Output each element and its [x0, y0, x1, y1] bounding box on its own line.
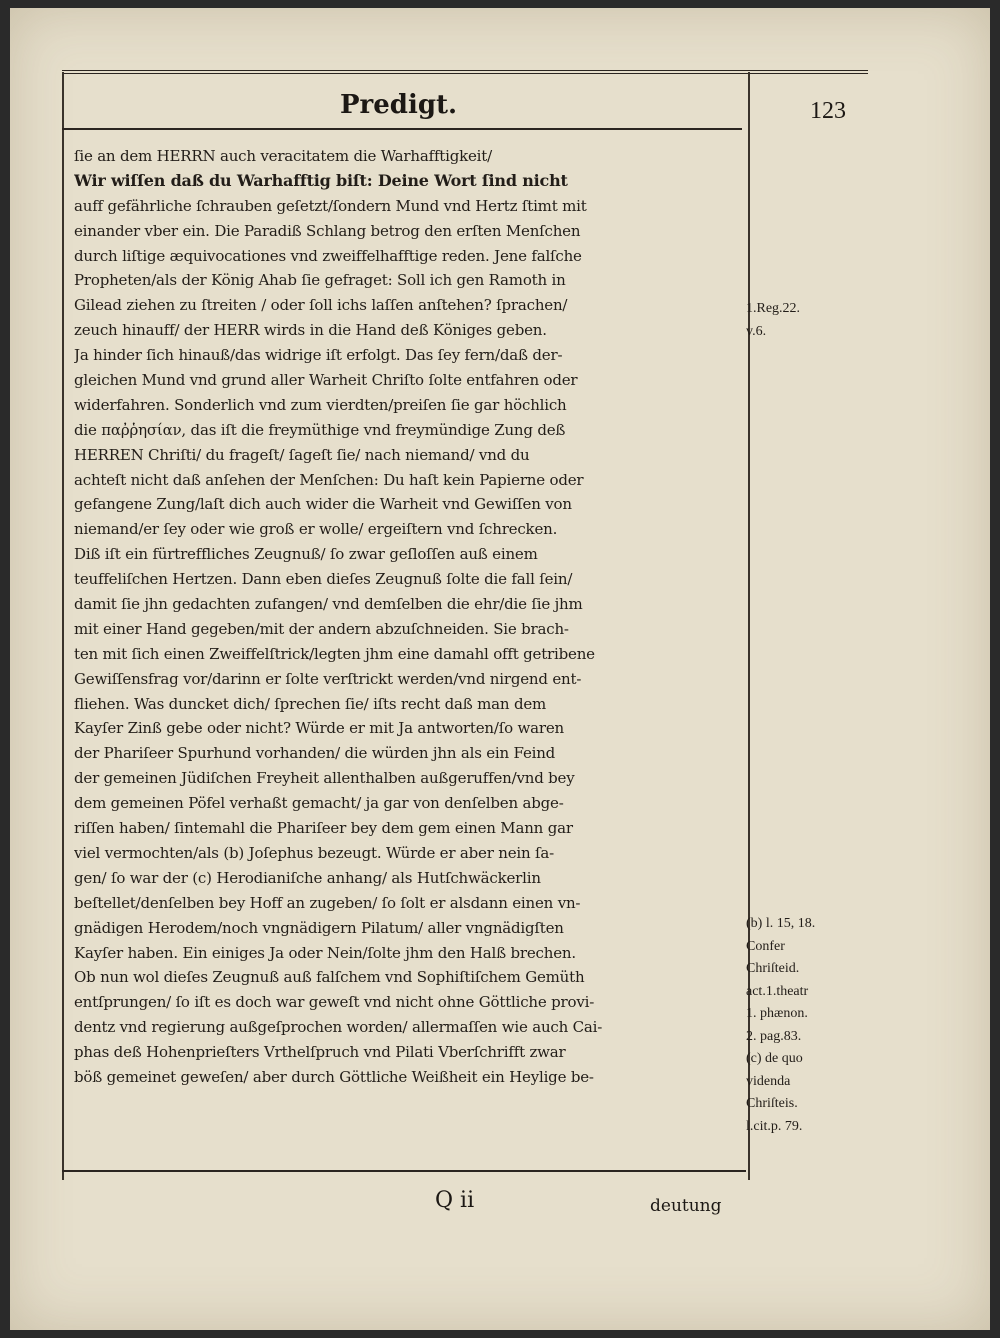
catchword: deutung — [650, 1196, 722, 1216]
text-line: Kayſer haben. Ein einiges Ja oder Nein/ſolte jhm den Halß brechen. — [74, 943, 576, 962]
margin-note-line: (c) de quo — [746, 1051, 803, 1066]
margin-note-line: Confer — [746, 938, 785, 954]
text-line: teuffeliſchen Hertzen. Dann eben dieſes Zeugnuß ſolte die fall ſein/ — [74, 570, 573, 589]
margin-note-line: 2. pag.83. — [746, 1028, 802, 1044]
margin-note-line: v.6. — [746, 323, 767, 339]
page-number: 123 — [810, 98, 846, 124]
text-line: viel vermochten/als (b) Joſephus bezeugt. Würde er aber nein ſa- — [74, 843, 554, 862]
text-line: der Phariſeer Spurhund vorhanden/ die würden jhn als ein Feind — [74, 744, 556, 763]
margin-note-line: Chriſteid. — [746, 961, 800, 976]
text-line: riſſen haben/ ſintemahl die Phariſeer bey dem gem einen Mann gar — [74, 819, 573, 838]
text-line: achteſt nicht daß anſehen der Menſchen: Du haſt kein Papierne oder — [74, 470, 584, 489]
text-line: fliehen. Was duncket dich/ ſprechen ſie/ iſts recht daß man dem — [74, 694, 547, 713]
text-line: der gemeinen Jüdiſchen Freyheit allenthalben außgeruffen/vnd bey — [74, 769, 575, 788]
book-page — [10, 8, 990, 1330]
text-line: widerfahren. Sonderlich vnd zum vierdten/preiſen ſie gar höchlich — [74, 395, 567, 414]
text-line: HERREN Chriſti/ du frageſt/ ſageſt ſie/ nach niemand/ vnd du — [74, 445, 530, 464]
text-line: gnädigen Herodem/noch vngnädigern Pilatum/ aller vngnädigſten — [74, 918, 564, 937]
text-line: Ja hinder ſich hinauß/das widrige iſt erfolgt. Das ſey fern/daß der- — [74, 346, 563, 365]
text-line: gen/ ſo war der (c) Herodianiſche anhang/ als Hutſchwäckerlin — [74, 868, 541, 887]
text-line: Gilead ziehen zu ſtreiten / oder ſoll ichs laſſen anſtehen? ſprachen/ — [74, 296, 568, 315]
text-line: Propheten/als der König Ahab ſie gefraget: Soll ich gen Ramoth in — [74, 271, 566, 290]
margin-note-line: 1. phænon. — [746, 1006, 808, 1021]
text-line: ſie an dem HERRN auch veracitatem die Warhafftigkeit/ — [74, 147, 492, 165]
margin-note-line: 1.Reg.22. — [746, 301, 801, 316]
text-line: zeuch hinauff/ der HERR wirds in die Hand deß Königes geben. — [74, 321, 547, 340]
text-line: Ob nun wol dieſes Zeugnuß auß falſchem vnd Sophiſtiſchem Gemüth — [74, 968, 585, 987]
bottom-rule — [62, 1170, 746, 1172]
text-line: gefangene Zung/laſt dich auch wider die Warheit vnd Gewiſſen von — [74, 495, 572, 514]
margin-note-line: (b) l. 15, 18. — [746, 916, 816, 931]
margin-note-reference — [746, 298, 846, 343]
running-head: Predigt. — [340, 90, 458, 120]
body-text — [74, 144, 734, 1090]
text-line: Kayſer Zinß gebe oder nicht? Würde er mit Ja antworten/ſo waren — [74, 719, 564, 738]
text-line: die παῤῥησίαν, das iſt die freymüthige vnd freymündige Zung deß — [74, 420, 566, 439]
text-line: phas deß Hohenprieſters Vrthelſpruch vnd Pilati Vberſchrifft zwar — [74, 1043, 566, 1062]
text-line: Wir wiſſen daß du Warhafftig biſt: Deine Wort ſind nicht — [74, 170, 568, 190]
margin-note-line: act.1.theatr — [746, 983, 809, 999]
margin-note-citations — [746, 913, 856, 1138]
text-line: auff gefährliche ſchrauben geſetzt/ſondern Mund vnd Hertz ſtimt mit — [74, 196, 587, 215]
text-line: Gewiſſensfrag vor/darinn er ſolte verſtrickt werden/vnd nirgend ent- — [74, 669, 582, 688]
text-line: gleichen Mund vnd grund aller Warheit Chriſto ſolte entfahren oder — [74, 371, 578, 390]
text-line: ten mit ſich einen Zweiffelſtrick/legten jhm eine damahl offt getribene — [74, 644, 595, 663]
margin-note-line: l.cit.p. 79. — [746, 1118, 803, 1134]
signature-mark: Q ii — [435, 1188, 475, 1213]
text-line: böß gemeinet geweſen/ aber durch Göttliche Weißheit ein Heylige be- — [74, 1067, 594, 1086]
text-line: dem gemeinen Pöfel verhaßt gemacht/ ja gar von denſelben abge- — [74, 794, 564, 813]
text-line: damit ſie jhn gedachten zufangen/ vnd demſelben die ehr/die ſie jhm — [74, 595, 583, 614]
text-line: durch liſtige æquivocationes vnd zweiffelhafftige reden. Jene falſche — [74, 246, 582, 265]
header-rule — [62, 128, 742, 130]
text-line: niemand/er ſey oder wie groß er wolle/ ergeiſtern vnd ſchrecken. — [74, 520, 558, 539]
text-line: dentz vnd regierung außgeſprochen worden/ allermaſſen wie auch Cai- — [74, 1018, 603, 1037]
text-line: einander vber ein. Die Paradiß Schlang betrog den erſten Menſchen — [74, 221, 581, 240]
text-line: beſtellet/denſelben bey Hoff an zugeben/ ſo ſolt er alsdann einen vn- — [74, 893, 581, 912]
text-line: mit einer Hand gegeben/mit der andern abzuſchneiden. Sie brach- — [74, 619, 569, 638]
margin-note-line: Chriſteis. — [746, 1096, 798, 1111]
margin-note-line: videnda — [746, 1073, 791, 1089]
text-line: entſprungen/ ſo iſt es doch war geweſt vnd nicht ohne Göttliche provi- — [74, 993, 595, 1012]
text-line: Diß iſt ein fürtreffliches Zeugnuß/ ſo zwar geſloſſen auß einem — [74, 545, 538, 564]
